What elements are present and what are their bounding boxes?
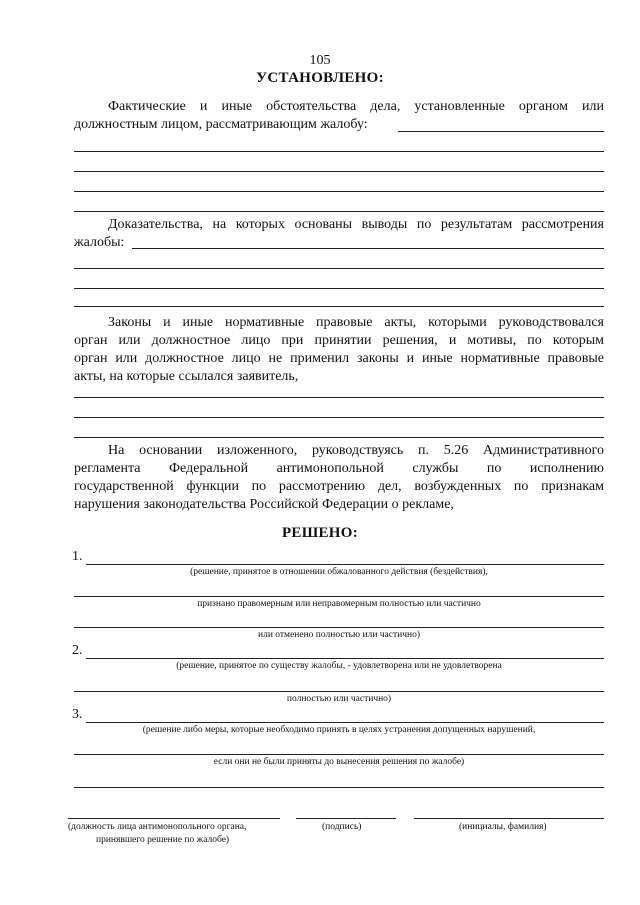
decision1-fill-line[interactable]: [74, 596, 604, 597]
decision2-fill-line[interactable]: [86, 658, 604, 659]
signature-label: (подпись): [322, 822, 362, 832]
section1-fill-line[interactable]: [74, 171, 604, 172]
section1-fill-line[interactable]: [74, 211, 604, 212]
section1-line2: должностным лицом, рассматривающим жалобу:: [74, 117, 368, 132]
decision1-caption: признано правомерным или неправомерным полностью или частично: [197, 599, 481, 609]
page-number: 105: [309, 53, 331, 68]
section3-fill-line[interactable]: [74, 397, 604, 398]
section2-fill-line[interactable]: [74, 306, 604, 307]
decision3-caption: (решение либо меры, которые необходимо принять в целях устранения допущенных нарушений,: [142, 725, 536, 735]
signature-fill-line[interactable]: [296, 818, 396, 819]
decision1-fill-line[interactable]: [74, 627, 604, 628]
decision3-fill-line[interactable]: [74, 787, 604, 788]
name-fill-line[interactable]: [414, 818, 604, 819]
section3-fill-line[interactable]: [74, 417, 604, 418]
section2-fill-inline[interactable]: [132, 248, 604, 249]
section3-line4: акты, на которые ссылался заявитель,: [74, 369, 299, 384]
basis-line2: регламента Федеральной антимонопольной службы по исполнению: [74, 461, 604, 476]
position-label-cont: принявшего решение по жалобе): [96, 835, 230, 845]
decision1-caption: или отменено полностью или частично): [258, 630, 420, 640]
decision3-caption: если они не были приняты до вынесения решения по жалобе): [213, 757, 465, 767]
section2-fill-line[interactable]: [74, 268, 604, 269]
decision3-fill-line[interactable]: [86, 722, 604, 723]
decision2-fill-line[interactable]: [74, 691, 604, 692]
decision-number: 2.: [72, 643, 83, 658]
decision2-caption: полностью или частично): [286, 694, 392, 704]
section2-line2: жалобы:: [74, 235, 125, 250]
section3-line2: орган или должностное лицо при принятии решения, и мотивы, по которым: [74, 333, 604, 348]
section1-fill-line[interactable]: [74, 151, 604, 152]
position-fill-line[interactable]: [68, 818, 280, 819]
basis-line1: На основании изложенного, руководствуясь п. 5.26 Административного: [108, 443, 604, 458]
section2-line1: Доказательства, на которых основаны выводы по результатам рассмотрения: [108, 217, 604, 232]
section1-fill-inline[interactable]: [398, 131, 604, 132]
section1-fill-line[interactable]: [74, 191, 604, 192]
decision-number: 1.: [72, 549, 83, 564]
position-label: (должность лица антимонопольного органа,: [68, 822, 247, 832]
section2-fill-line[interactable]: [74, 288, 604, 289]
name-label: (инициалы, фамилия): [459, 822, 547, 832]
decision1-fill-line[interactable]: [86, 564, 604, 565]
heading-decided: РЕШЕНО:: [281, 525, 359, 541]
section1-line1: Фактические и иные обстоятельства дела, установленные органом или: [108, 99, 604, 114]
basis-line4: нарушения законодательства Российской Федерации о рекламе,: [74, 497, 454, 512]
section3-fill-line[interactable]: [74, 437, 604, 438]
basis-line3: государственной функции по рассмотрению дел, возбужденных по признакам: [74, 479, 604, 494]
decision2-caption: (решение, принятое по существу жалобы, - удовлетворена или не удовлетворена: [176, 661, 502, 671]
decision1-caption: (решение, принятое в отношении обжалованного действия (бездействия),: [190, 567, 488, 577]
decision3-fill-line[interactable]: [74, 754, 604, 755]
heading-established: УСТАНОВЛЕНО:: [256, 70, 384, 86]
section3-line1: Законы и иные нормативные правовые акты, которыми руководствовался: [108, 315, 604, 330]
section3-line3: орган или должностное лицо не применил законы и иные нормативные правовые: [74, 351, 604, 366]
decision-number: 3.: [72, 707, 83, 722]
